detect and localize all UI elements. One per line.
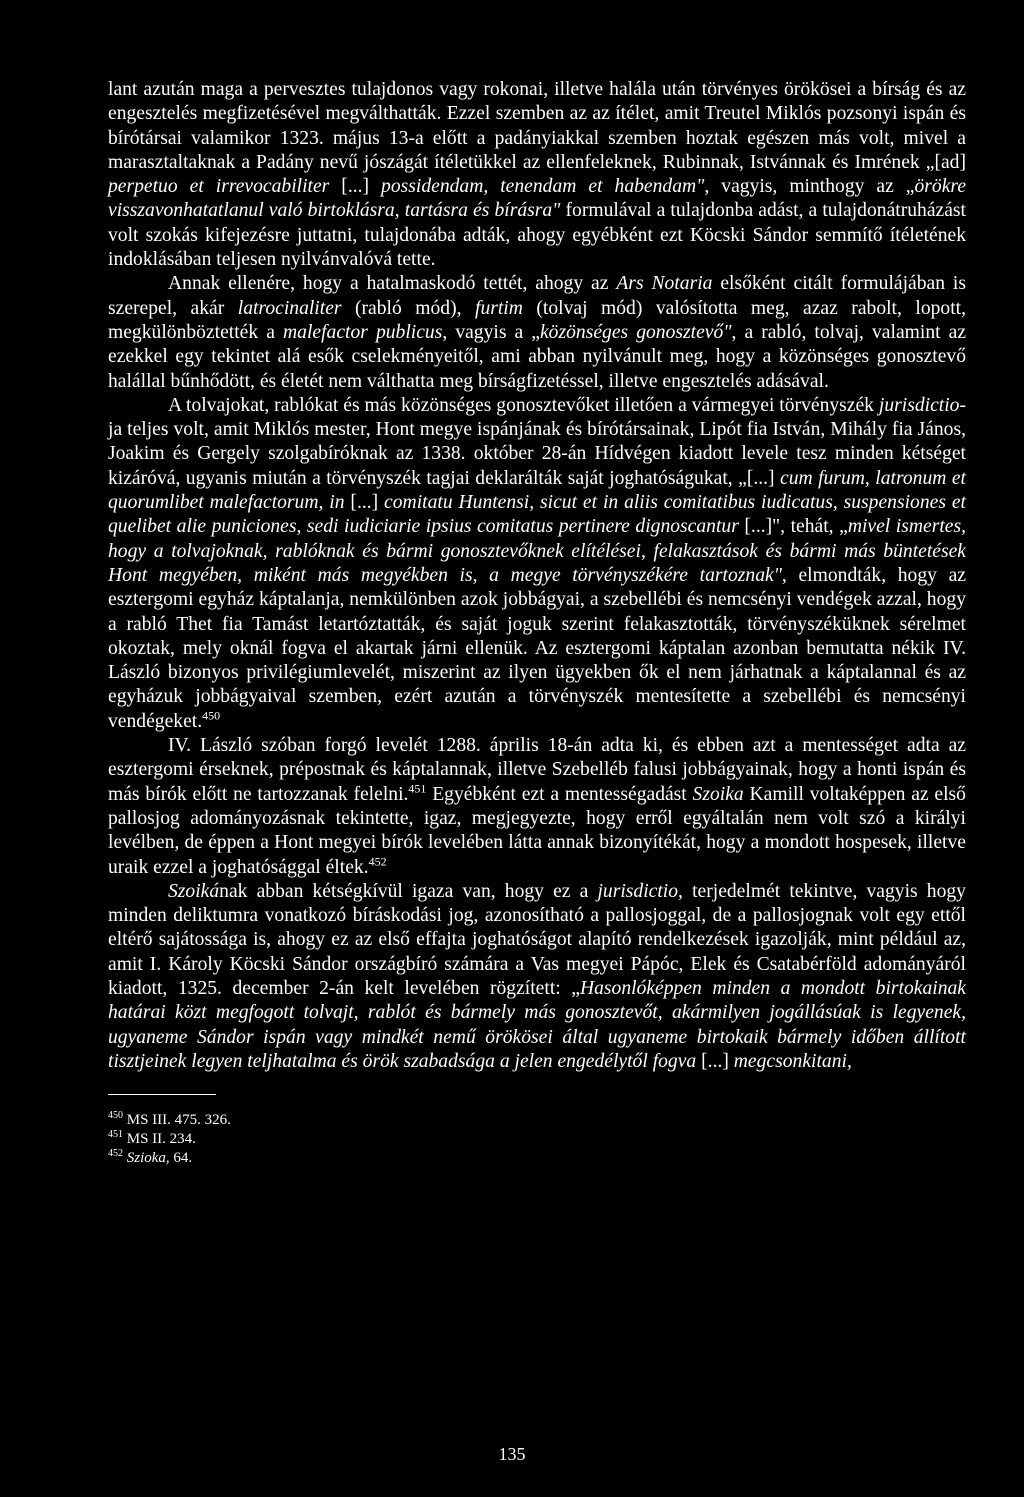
footnote-reference: 452 <box>368 853 387 868</box>
text-run: Egyébként ezt a mentességadást <box>426 783 693 805</box>
page-body <box>108 78 966 1168</box>
paragraph <box>108 880 966 1074</box>
text-run: [...] <box>696 1050 734 1072</box>
footnote-450 <box>108 1111 966 1130</box>
text-run: Kamill voltaképpen az első pallosjog adományozásnak tekintette, igaz, megjegyezte, hogy erről egyáltalán nem volt szó a királyi levélben, de éppen a Hont megyei bírók levelében látta annak bizonyítékát, hogy a mondott hospesek, illetve uraik ezzel a joghatósággal éltek. <box>108 783 966 878</box>
footnote-separator <box>108 1094 216 1095</box>
paragraph <box>108 78 966 272</box>
text-run: (rabló mód), <box>341 297 475 319</box>
footnote-reference: 450 <box>202 708 221 723</box>
italic-text: Hasonlóképpen minden a mondott birtokainak határai közt megfogott tolvajt, rablót és bármely más gonosztevőt, akármilyen jogállásúak is legyenek, ugyaneme Sándor ispán vagy mindkét nemű örökösei által ugyaneme birtokaik bármely időben állított tisztjeinek legyen teljhatalma és örök szabadsága a jelen engedélytől fogva <box>108 977 966 1072</box>
footnote-452 <box>108 1149 966 1168</box>
text-run: A tolvajokat, rablókat és más közönséges gonosztevőket illetően a vármegyei törvényszék <box>168 394 879 416</box>
paragraph <box>108 272 966 393</box>
italic-text: örökre visszavonhatatlanul való birtoklásra, tartásra és bírásra" <box>108 176 967 222</box>
paragraph <box>108 394 966 734</box>
text-run: , a rabló, tolvaj, valamint az ezekkel egy tekintet alá esők cselekményeitől, ami abban nyilvánult meg, hogy a közönséges gonosztevő halállal bűnhődött, és életét nem válthatta meg bírságfizetéssel, illetve engesztelés adásával. <box>108 321 967 392</box>
text-run: , vagyis a „ <box>442 321 540 343</box>
italic-text: jurisdictio <box>878 394 960 416</box>
footnotes <box>108 1111 966 1168</box>
footnote-number: 450 <box>108 1110 123 1122</box>
text-run: , terjedelmét tekintve, vagyis hogy minden deliktumra vonatkozó bíráskodási jog, azonosítható a pallosjoggal, de a pallosjognak volt egy ettől eltérő sajátossága is, ahogy ez az első effajta joghatóságot alapító rendelkezések igazolják, mint például az, amit I. Károly Köcski Sándor országbíró számára a Vas megyei Pápóc, Elek és Csatabérföld adományáról kiadott, 1325. december 2-án kelt levelében rögzített: „ <box>108 880 966 999</box>
text-run: [...] <box>344 492 385 514</box>
italic-text: megcsonkitani, <box>733 1050 852 1072</box>
italic-text: furtim <box>475 297 523 319</box>
footnote-number: 452 <box>108 1148 123 1160</box>
italic-text: comitatu Huntensi, sicut et in aliis comitatibus iudicatus, suspensiones et quelibet alie puniciones, sedi iudiciarie ipsius comitatus pertinere dignoscantur <box>108 492 966 538</box>
text-run: formulával a tulajdonba adást, a tulajdonátruházást volt szokás kifejezésre juttatni, tulajdonába adták, ahogy egyébként ezt Köcski Sándor semmítő ítéletének indoklásában teljesen nyilvánvalóvá tette. <box>108 200 966 271</box>
text-run: , elmondták, hogy az esztergomi egyház káptalanja, nemkülönben azok jobbágyai, a szebellébi és nemcsényi vendégek azzal, hogy a rabló Thet fia Tamást letartóztatták, és saját joguk szerint felakasztották, törvényszéküknek sérelmet okoztak, mely oknál fogva el akartak járni ellenük. Az esztergomi káptalan azonban bemutatta nékik IV. László bizonyos privilégiumlevelét, miszerint az ilyen ügyekben ők el nem járhatnak a káptalannal és az egyházuk jobbágyaival szemben, ezért azután a törvényszék mentesítette a szebellébi és nemcsényi vendégeket. <box>108 564 966 732</box>
footnote-text: MS II. 234. <box>126 1131 196 1148</box>
text-run: , vagyis, minthogy az „ <box>704 176 915 198</box>
text-run: (tolvaj mód) valósította meg, azaz rabolt, lopott, megkülönböztették a <box>108 297 966 343</box>
italic-text: Szoiká <box>168 880 220 902</box>
italic-text: latrocinaliter <box>237 297 342 319</box>
italic-text: közönséges gonosztevő" <box>539 321 732 343</box>
italic-text: cum furum, latronum et quorumlibet malefactorum, in <box>108 467 966 514</box>
paragraph <box>108 734 966 880</box>
footnote-number: 451 <box>108 1129 123 1141</box>
main-text <box>108 78 966 1074</box>
footnote-reference: 451 <box>408 781 427 796</box>
footnote-text: Szioka, 64. <box>126 1150 193 1167</box>
italic-text: Szoika <box>692 783 744 805</box>
text-run: elsőként citált formulájában is szerepel, akár <box>108 273 967 319</box>
page-number: 135 <box>498 1444 526 1464</box>
italic-text: perpetuo et irrevocabiliter <box>108 176 330 198</box>
text-run: IV. László szóban forgó levelét 1288. április 18-án adta ki, és ebben azt a mentességet adta az esztergomi érseknek, prépostnak és káptalannak, illetve Szebelléb falusi jobbágyainak, hogy a honti ispán és más bírók előtt ne tartozzanak felelni. <box>108 735 966 805</box>
text-run: Annak ellenére, hogy a hatalmaskodó tettét, ahogy az <box>168 273 617 295</box>
italic-text: jurisdictio <box>597 880 679 902</box>
text-run: [...]", tehát, „ <box>738 516 848 538</box>
text-run: -ja teljes volt, amit Miklós mester, Hont megye ispánjának és bírótársainak, Lipót fia István, Mihály fia János, Joakim és Gergely szolgabíróknak az 1338. október 28-án Hídvégen kiadott levele tesz minden kétséget kizáróvá, ugyanis miután a törvényszék tagjai deklarálták saját joghatóságukat, „[...] <box>108 394 966 489</box>
footnote-text: MS III. 475. 326. <box>126 1112 231 1129</box>
italic-text: malefactor publicus <box>283 321 443 343</box>
italic-text: possidendam, tenendam et habendam" <box>381 176 705 198</box>
text-run: nak abban kétségkívül igaza van, hogy ez a <box>219 880 598 902</box>
text-run: lant azután maga a pervesztes tulajdonos vagy rokonai, illetve halála után törvényes örökösei a bírság és az engesztelés megfizetésével megválthatták. Ezzel szemben az az ítélet, amit Treutel Miklós pozsonyi ispán és bírótársai valamikor 1323. május 13-a előtt a padányiakkal szemben hoztak egészen más volt, mivel a marasztaltaknak a Padány nevű jószágát ítéletükkel az ellenfeleknek, Rubinnak, Istvánnak és Imrének „[ad] <box>108 79 966 173</box>
text-run: [...] <box>329 176 382 198</box>
footnote-451 <box>108 1130 966 1149</box>
italic-text: Ars Notaria <box>616 273 713 295</box>
italic-text: mivel ismertes, hogy a tolvajoknak, rablóknak és bármi gonosztevőknek elítélései, felakasztások és bármi más büntetések Hont megyében, miként más megyékben is, a megye törvényszékére tartoznak" <box>108 516 966 586</box>
